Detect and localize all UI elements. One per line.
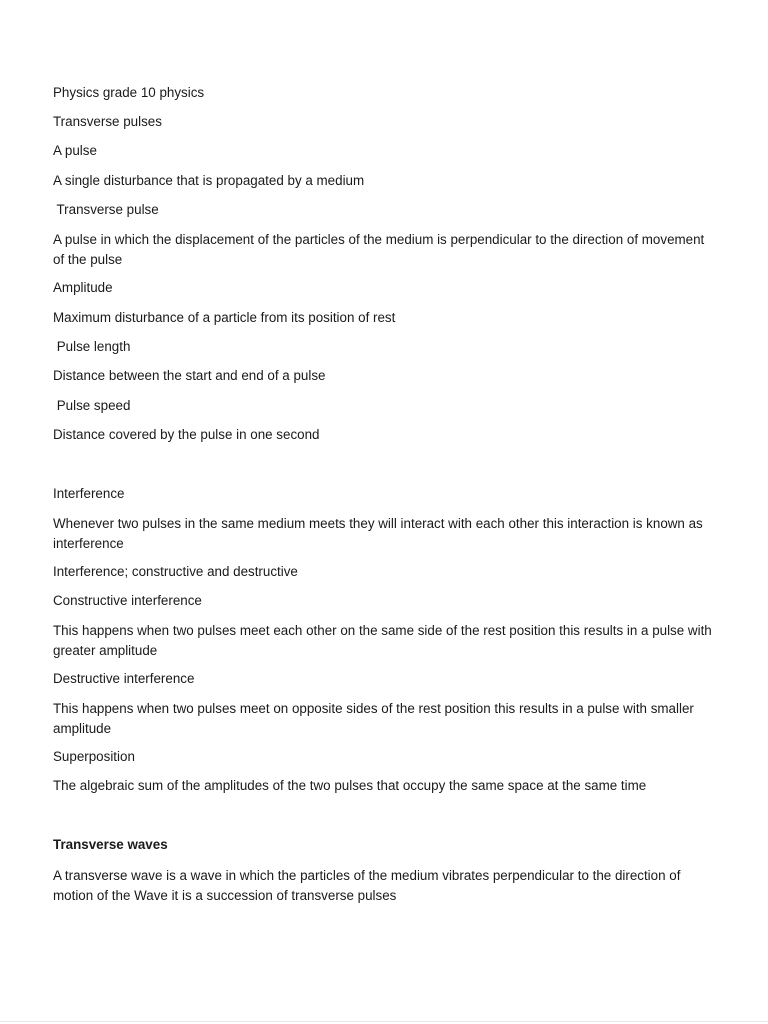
term: A pulse [53,143,97,158]
term: Destructive interference [53,671,195,686]
term: Amplitude [53,280,113,295]
definition: A pulse in which the displacement of the particles of the medium is perpendicular to the direction of movement of the pulse [53,232,705,267]
bold-section-heading: Transverse waves [53,837,168,852]
definition: Distance between the start and end of a pulse [53,368,326,383]
page-bottom-edge [0,1021,768,1022]
definition: A single disturbance that is propagated by a medium [53,173,365,188]
definition: The algebraic sum of the amplitudes of the two pulses that occupy the same space at the same time [53,778,647,793]
term: Constructive interference [53,593,202,608]
term: Superposition [53,749,135,764]
section-heading: Interference [53,486,125,501]
paragraph: Interference; constructive and destructive [53,564,298,579]
definition: Whenever two pulses in the same medium meets they will interact with each other this interaction is known as interference [53,516,703,551]
section-heading: Transverse pulses [53,114,162,129]
definition: This happens when two pulses meet each other on the same side of the rest position this results in a pulse with greater amplitude [53,623,712,658]
term: Transverse pulse [53,202,159,217]
term: Pulse speed [53,398,131,413]
definition: Distance covered by the pulse in one second [53,427,320,442]
document-header: Physics grade 10 physics [53,85,205,100]
definition: Maximum disturbance of a particle from its position of rest [53,310,396,325]
definition: This happens when two pulses meet on opposite sides of the rest position this results in a pulse with smaller amplitude [53,701,694,736]
term: Pulse length [53,339,131,354]
definition: A transverse wave is a wave in which the particles of the medium vibrates perpendicular to the direction of motion of the Wave it is a succession of transverse pulses [53,868,681,903]
